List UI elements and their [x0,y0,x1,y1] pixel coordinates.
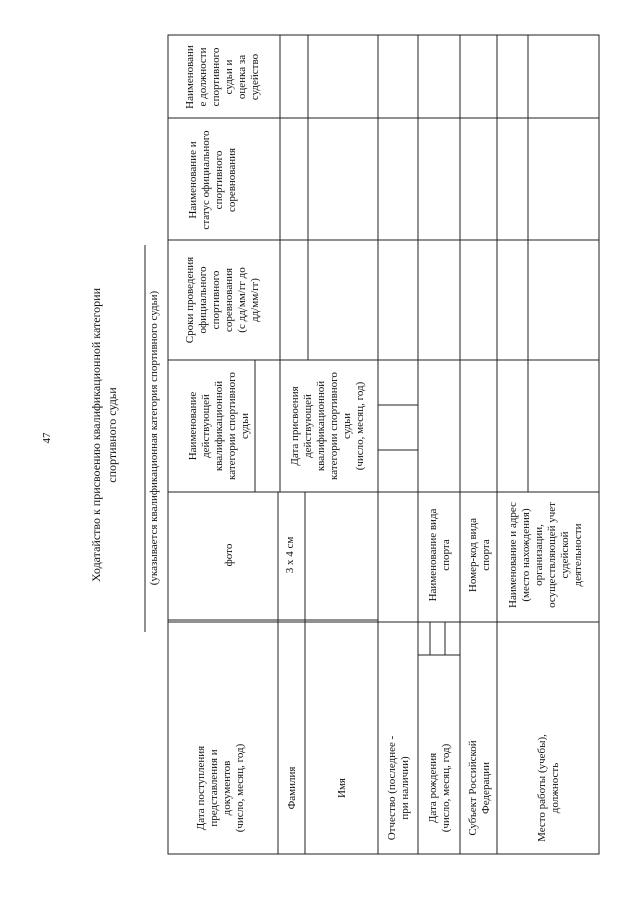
header-judge-position [184,45,261,109]
header-competition-dates [184,257,261,343]
row-label-workplace [536,734,561,842]
cell-text-line: Дата рождения [427,752,439,824]
cell-text-line: деятельности [572,523,584,587]
header-assignment-date [289,372,366,480]
photo-size: 3 х 4 см [284,536,296,574]
cell-text-line: оценка за [236,54,248,100]
cell-text-line: Наименование вида [427,508,439,602]
cell-text-line: организации, [533,524,545,586]
cell-text-line: Субъект Российской [467,740,479,836]
cell-text-line: е должности [197,47,209,107]
row-label-patronymic [386,735,411,840]
row-label-birth-date [427,743,452,832]
sport-code-label [467,518,492,592]
title-line-1: Ходатайство к присвоению квалификационной категории [89,287,103,583]
cell-text-line: осуществляющей учет [546,502,558,608]
cell-text-line: дд/мм/гг) [249,278,261,322]
cell-text-line: спорта [480,539,492,571]
header-competition-name [187,130,238,230]
organization-label [507,502,584,608]
row-label-surname: Фамилия [286,766,298,810]
cell-text-line: спортивного [210,270,222,330]
cell-text-line: Сроки проведения [184,256,196,344]
cell-text-line: спортивного [213,150,225,210]
cell-text-line: спортивного [210,47,222,107]
title-line-2: спортивного судьи [105,387,119,483]
cell-text-line: Отчество (последнее - [386,735,398,841]
cell-text-line: Федерации [480,762,492,814]
document-title [89,287,119,582]
cell-text-line: при наличии) [399,756,411,820]
photo-placeholder: фото [223,543,235,567]
cell-text-line: официального [197,266,209,334]
cell-text-line: документов [221,760,233,816]
cell-text-line: категории спортивного [328,372,340,480]
cell-text-line: квалификационной [315,380,327,472]
cell-text-line: Дата поступления [195,745,207,831]
cell-text-line: судейской [559,531,571,579]
cell-text-line: соревнования [223,267,235,333]
row-label-region [467,740,492,835]
cell-text-line: Номер-код вида [467,517,479,593]
cell-text-line: Место работы (учебы), [536,734,548,842]
cell-text-line: (число, месяц, год) [234,743,246,833]
cell-text-line: Дата присвоения [289,386,301,466]
cell-text-line: Наименование и [187,141,199,219]
row-label-date-received [195,743,246,832]
cell-text-line: квалификационной [213,380,225,472]
cell-text-line: (место нахождения) [520,508,532,602]
cell-text-line: судейство [249,53,261,101]
category-note: (указывается квалификационная категория спортивного судьи) [148,290,160,586]
cell-text-line: представления и [208,749,220,827]
cell-text-line: Наименование [187,391,199,461]
cell-text-line: судьи и [223,59,235,95]
left-table [168,492,599,854]
cell-text-line: (число, месяц, год) [354,381,366,471]
row-label-name: Имя [336,778,348,798]
cell-text-line: статус официального [200,130,212,230]
cell-text-line: судьи [239,412,251,440]
cell-text-line: Наименование и адрес [507,502,519,608]
cell-text-line: категории спортивного [226,372,238,480]
cell-text-line: судьи [341,412,353,440]
cell-text-line: Наименовани [184,45,196,109]
page-number: 47 [41,432,53,444]
sport-name-label [427,508,452,601]
cell-text-line: (с дд/мм/гг до [236,267,248,333]
cell-text-line: действующей [302,394,314,458]
right-table [168,35,599,492]
cell-text-line: спорта [440,539,452,571]
cell-text-line: (число, месяц, год) [440,743,452,833]
cell-text-line: действующей [200,394,212,458]
cell-text-line: должность [549,762,561,814]
header-current-category [187,372,251,480]
cell-text-line: соревнования [226,147,238,213]
